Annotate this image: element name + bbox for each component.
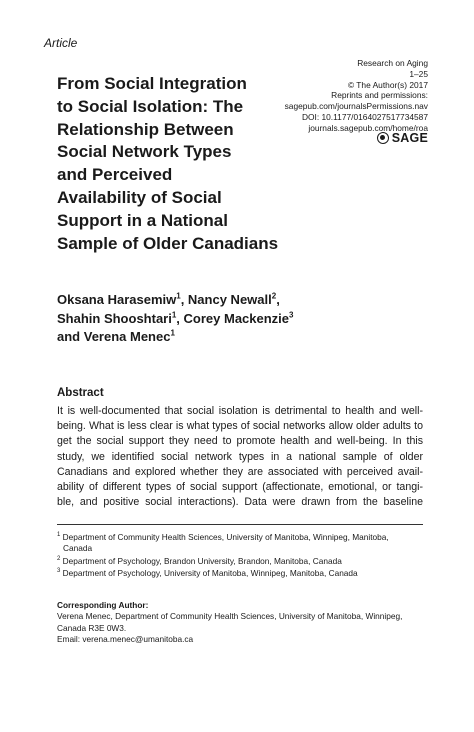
title-line: From Social Integration (57, 74, 247, 93)
page-range: 1–25 (409, 68, 428, 79)
footnote-1 (57, 532, 427, 555)
affiliation-marker: 1 (176, 291, 181, 301)
title-line: Sample of Older Canadians (57, 233, 279, 253)
footnote-3 (57, 568, 427, 579)
title-line: Availability of Social (57, 187, 222, 207)
publisher-logo (377, 131, 428, 145)
title-line: and Perceived (57, 165, 173, 185)
abstract-text (57, 404, 423, 510)
affiliation-marker: 3 (289, 310, 294, 320)
footnote-2 (57, 556, 427, 567)
author-name: Oksana Harasemiw (57, 292, 177, 307)
publisher-logo-text: SAGE (391, 131, 428, 145)
footnote-number: 1 (57, 532, 61, 539)
corresponding-author-line: Verena Menec, Department of Community Health Sciences, University of Manitoba, Winnipeg, (57, 611, 403, 622)
permissions-link[interactable]: sagepub.com/journalsPermissions.nav (284, 101, 428, 112)
journal-homepage-link[interactable]: journals.sagepub.com/home/roa (308, 122, 428, 133)
abstract-line: Canadians and explored whether they are associated with perceived avail- (57, 465, 423, 478)
author-name: Corey Mackenzie (183, 310, 290, 326)
footnote-number: 3 (57, 568, 61, 575)
abstract-line: ble, and positive social interactions). Data were drawn from the baseline (57, 496, 423, 509)
footnote-text: Department of Psychology, Brandon University, Brandon, Manitoba, Canada (62, 555, 342, 566)
abstract-line: study, we identified social network types in a national sample of older (57, 450, 423, 463)
reprints-label: Reprints and permissions: (331, 90, 428, 101)
footnote-number: 2 (57, 555, 61, 562)
corresponding-author-heading: Corresponding Author: (57, 600, 149, 610)
article-type-label: Article (44, 36, 78, 50)
corresponding-author (57, 600, 427, 645)
affiliation-marker: 2 (271, 291, 277, 301)
footnote-divider (57, 524, 423, 525)
author-name: Shahin Shooshtari (57, 310, 172, 326)
affiliation-marker: 1 (171, 310, 177, 320)
article-title (57, 73, 307, 255)
abstract-line: It is well-documented that social isolation is detrimental to health and well- (57, 405, 423, 417)
author-list: Oksana Harasemiw$^1$, Nancy Newall$^2$, Shahin Shooshtari$^1$, Corey Mackenzie$^3$ and Verena Menec$^1$ (57, 291, 294, 344)
footnote-text: Department of Community Health Sciences, University of Manitoba, Winnipeg, Manitoba, (62, 532, 389, 542)
abstract-line: get the social support they need to promote health and well-being. In this (57, 435, 423, 448)
title-line: Support in a National (57, 210, 228, 230)
title-line: Social Network Types (57, 142, 232, 162)
affiliation-footnotes (57, 532, 427, 580)
doi[interactable]: DOI: 10.1177/0164027517734587 (301, 111, 428, 122)
abstract-line: being. What is less clear is what types of social networks allow older adults to (57, 420, 423, 433)
journal-name: Research on Aging (357, 58, 428, 68)
title-line: Relationship Between (57, 119, 234, 139)
corresponding-author-line: Canada R3E 0W3. (57, 622, 127, 633)
copyright: © The Author(s) 2017 (347, 79, 428, 90)
footnote-continuation: Canada (63, 543, 93, 554)
author-name: Verena Menec (83, 329, 171, 344)
footnote-text: Department of Psychology, University of Manitoba, Winnipeg, Manitoba, Canada (62, 567, 358, 578)
abstract-line: ability of different types of social support (affectionate, emotional, or tangi- (57, 481, 423, 494)
affiliation-marker: 1 (170, 328, 175, 338)
author-name: Nancy Newall (187, 292, 272, 307)
sage-logo-icon (377, 132, 389, 144)
title-line: to Social Isolation: The (57, 96, 244, 116)
abstract-heading: Abstract (57, 387, 104, 399)
corresponding-author-email[interactable]: Email: verena.menec@umanitoba.ca (57, 633, 194, 644)
